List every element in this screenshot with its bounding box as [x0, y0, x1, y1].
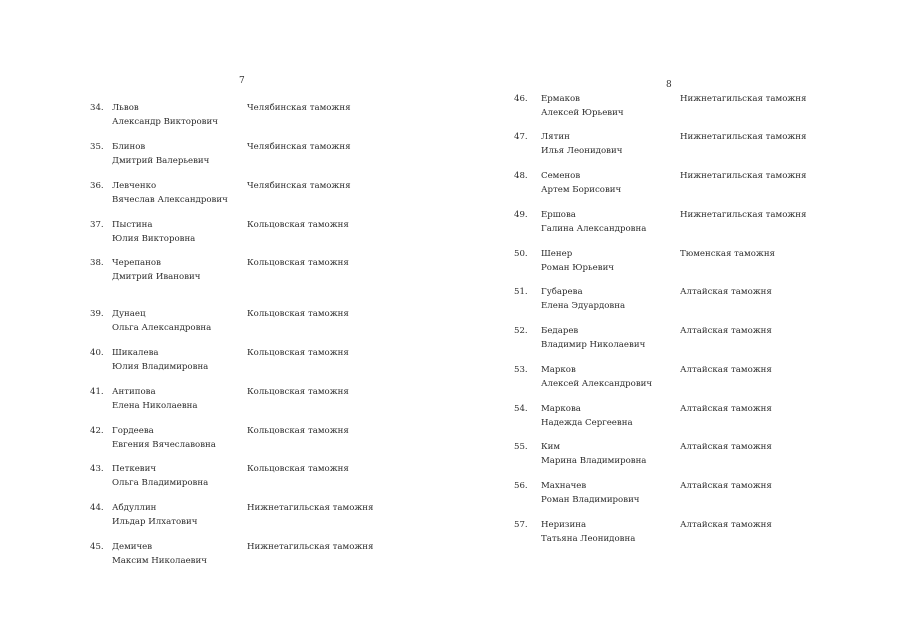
entry-surname: Ершова: [541, 210, 576, 220]
entry-number: 46.: [514, 94, 528, 104]
entry-number: 48.: [514, 171, 528, 181]
entry-number: 36.: [90, 181, 104, 191]
entry-customs: Кольцовская таможня: [247, 426, 349, 436]
entry-customs: Челябинская таможня: [247, 103, 351, 113]
entry-given-name: Максим Николаевич: [112, 556, 207, 566]
entry-customs: Нижнетагильская таможня: [247, 542, 374, 552]
entry-surname: Марков: [541, 365, 576, 375]
entry-given-name: Владимир Николаевич: [541, 340, 646, 350]
entry-given-name: Роман Юрьевич: [541, 263, 614, 273]
entry-given-name: Надежда Сергеевна: [541, 418, 633, 428]
entry-customs: Алтайская таможня: [680, 287, 772, 297]
entry-surname: Лятин: [541, 132, 570, 142]
entry-surname: Демичев: [112, 542, 153, 552]
entry-number: 50.: [514, 249, 528, 259]
entry-given-name: Евгения Вячеславовна: [112, 440, 216, 450]
entry-surname: Черепанов: [112, 258, 161, 268]
entry-given-name: Дмитрий Иванович: [112, 272, 201, 282]
entry-given-name: Ильдар Илхатович: [112, 517, 198, 527]
entry-surname: Ким: [541, 442, 561, 452]
entry-customs: Нижнетагильская таможня: [680, 210, 807, 220]
entry-number: 41.: [90, 387, 104, 397]
entry-number: 54.: [514, 404, 528, 414]
entry-given-name: Елена Эдуардовна: [541, 301, 626, 311]
entry-surname: Гордеева: [112, 426, 154, 436]
entry-number: 42.: [90, 426, 104, 436]
entry-given-name: Юлия Викторовна: [112, 234, 196, 244]
entry-given-name: Юлия Владимировна: [112, 362, 209, 372]
entry-given-name: Алексей Александрович: [541, 379, 653, 389]
entry-surname: Шенер: [541, 249, 573, 259]
entry-number: 53.: [514, 365, 528, 375]
entry-surname: Маркова: [541, 404, 581, 414]
entry-given-name: Роман Владимирович: [541, 495, 640, 505]
page-number: 7: [239, 76, 245, 86]
entry-customs: Нижнетагильская таможня: [680, 132, 807, 142]
entry-customs: Кольцовская таможня: [247, 220, 349, 230]
entry-number: 51.: [514, 287, 528, 297]
entry-surname: Махначев: [541, 481, 587, 491]
entry-surname: Абдуллин: [112, 503, 157, 513]
entry-given-name: Дмитрий Валерьевич: [112, 156, 210, 166]
entry-customs: Алтайская таможня: [680, 326, 772, 336]
entry-number: 34.: [90, 103, 104, 113]
entry-number: 37.: [90, 220, 104, 230]
entry-given-name: Галина Александровна: [541, 224, 647, 234]
entry-number: 55.: [514, 442, 528, 452]
page-number: 8: [666, 80, 672, 90]
entry-given-name: Алексей Юрьевич: [541, 108, 624, 118]
entry-surname: Левченко: [112, 181, 157, 191]
entry-customs: Алтайская таможня: [680, 481, 772, 491]
entry-number: 47.: [514, 132, 528, 142]
entry-number: 35.: [90, 142, 104, 152]
entry-customs: Кольцовская таможня: [247, 348, 349, 358]
entry-customs: Кольцовская таможня: [247, 387, 349, 397]
entry-surname: Губарева: [541, 287, 583, 297]
entry-surname: Петкевич: [112, 464, 157, 474]
entry-customs: Кольцовская таможня: [247, 258, 349, 268]
entry-surname: Дунаец: [112, 309, 146, 319]
entry-number: 43.: [90, 464, 104, 474]
entry-given-name: Елена Николаевна: [112, 401, 198, 411]
entry-number: 57.: [514, 520, 528, 530]
entry-number: 49.: [514, 210, 528, 220]
entry-customs: Нижнетагильская таможня: [680, 94, 807, 104]
entry-surname: Шикалева: [112, 348, 159, 358]
entry-number: 40.: [90, 348, 104, 358]
entry-surname: Пыстина: [112, 220, 153, 230]
entry-customs: Алтайская таможня: [680, 404, 772, 414]
entry-customs: Алтайская таможня: [680, 442, 772, 452]
entry-surname: Ермаков: [541, 94, 580, 104]
entry-customs: Челябинская таможня: [247, 142, 351, 152]
entry-surname: Семенов: [541, 171, 581, 181]
entry-given-name: Александр Викторович: [112, 117, 218, 127]
entry-given-name: Артем Борисович: [541, 185, 622, 195]
entry-given-name: Вячеслав Александрович: [112, 195, 228, 205]
entry-number: 44.: [90, 503, 104, 513]
entry-number: 56.: [514, 481, 528, 491]
entry-customs: Нижнетагильская таможня: [680, 171, 807, 181]
entry-surname: Львов: [112, 103, 139, 113]
entry-surname: Неризина: [541, 520, 587, 530]
entry-customs: Нижнетагильская таможня: [247, 503, 374, 513]
entry-surname: Бедарев: [541, 326, 579, 336]
entry-customs: Алтайская таможня: [680, 520, 772, 530]
entry-given-name: Татьяна Леонидовна: [541, 534, 636, 544]
entry-customs: Алтайская таможня: [680, 365, 772, 375]
entry-given-name: Ольга Александровна: [112, 323, 212, 333]
entry-number: 39.: [90, 309, 104, 319]
entry-given-name: Илья Леонидович: [541, 146, 623, 156]
entry-surname: Блинов: [112, 142, 146, 152]
entry-number: 38.: [90, 258, 104, 268]
entry-surname: Антипова: [112, 387, 156, 397]
entry-given-name: Марина Владимировна: [541, 456, 647, 466]
entry-customs: Кольцовская таможня: [247, 464, 349, 474]
entry-customs: Тюменская таможня: [680, 249, 775, 259]
entry-given-name: Ольга Владимировна: [112, 478, 209, 488]
left-page: [0, 0, 452, 640]
entry-number: 45.: [90, 542, 104, 552]
entry-number: 52.: [514, 326, 528, 336]
right-page: [452, 0, 905, 640]
entry-customs: Кольцовская таможня: [247, 309, 349, 319]
entry-customs: Челябинская таможня: [247, 181, 351, 191]
